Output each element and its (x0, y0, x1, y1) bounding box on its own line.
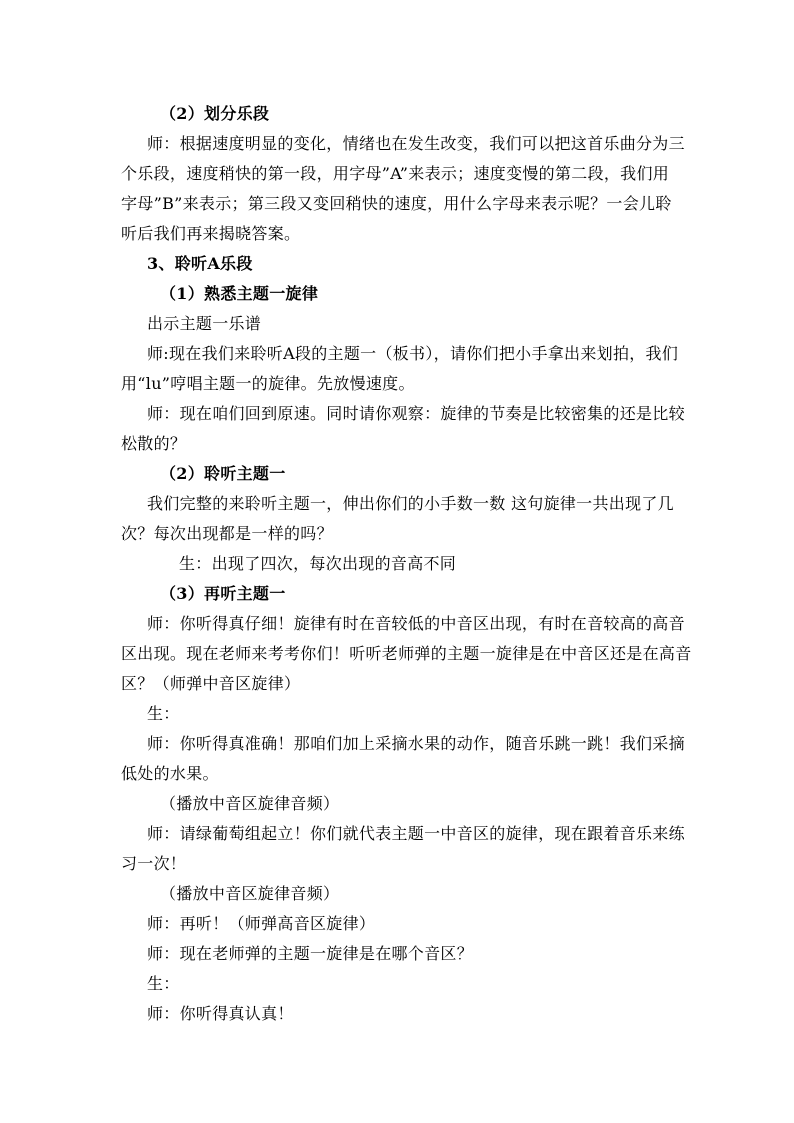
paragraph-line: 字母”B”来表示；第三段又变回稍快的速度，用什么字母来表示呢？一会儿聆 (121, 194, 672, 213)
paragraph-line: 习一次！ (121, 854, 187, 873)
paragraph-line: 生： (147, 704, 180, 723)
paragraph-line: 师：你听得真准确！那咱们加上采摘水果的动作，随音乐跳一跳！我们采摘 (147, 734, 685, 753)
paragraph-line: 听后我们再来揭晓答案。 (121, 224, 301, 243)
section-heading-listen-a: 3、聆听A乐段 (147, 254, 253, 273)
section-heading-listen-theme: （2）聆听主题一 (160, 464, 286, 483)
paragraph-line: 师：根据速度明显的变化，情绪也在发生改变，我们可以把这首乐曲分为三 (147, 134, 685, 153)
paragraph-line: （播放中音区旋律音频） (160, 794, 340, 813)
paragraph-line: 次？每次出现都是一样的吗？ (121, 524, 333, 543)
paragraph-line: 生：出现了四次，每次出现的音高不同 (179, 554, 457, 573)
paragraph-line: 区出现。现在老师来考考你们！听听老师弹的主题一旋律是在中音区还是在高音 (121, 644, 692, 663)
paragraph-line: 师：你听得真仔细！旋律有时在音较低的中音区出现，有时在音较高的高音 (147, 614, 685, 633)
paragraph-line: 区？（师弹中音区旋律） (121, 674, 301, 693)
section-heading-divide-sections: （2）划分乐段 (160, 104, 270, 123)
section-heading-familiar-theme: （1）熟悉主题一旋律 (160, 284, 319, 303)
paragraph-line: 师：请绿葡萄组起立！你们就代表主题一中音区的旋律，现在跟着音乐来练 (147, 824, 685, 843)
paragraph-line: 松散的？ (121, 434, 187, 453)
section-heading-relisten-theme: （3）再听主题一 (160, 584, 286, 603)
paragraph-line: 个乐段，速度稍快的第一段，用字母”A”来表示；速度变慢的第二段，我们用 (121, 164, 670, 183)
paragraph-line: 出示主题一乐谱 (147, 314, 262, 333)
paragraph-line: 师:现在我们来聆听A段的主题一（板书），请你们把小手拿出来划拍，我们 (147, 344, 679, 363)
paragraph-line: 师：你听得真认真！ (147, 1004, 294, 1023)
paragraph-line: （播放中音区旋律音频） (160, 884, 340, 903)
paragraph-line: 低处的水果。 (121, 764, 219, 783)
paragraph-line: 生： (147, 974, 180, 993)
paragraph-line: 我们完整的来聆听主题一，伸出你们的小手数一数 这句旋律一共出现了几 (147, 494, 674, 513)
paragraph-line: 师：再听！（师弹高音区旋律） (147, 914, 376, 933)
paragraph-line: 师：现在咱们回到原速。同时请你观察：旋律的节奏是比较密集的还是比较 (147, 404, 685, 423)
paragraph-line: 用“lu”哼唱主题一的旋律。先放慢速度。 (121, 374, 415, 393)
paragraph-line: 师：现在老师弹的主题一旋律是在哪个音区？ (147, 944, 474, 963)
